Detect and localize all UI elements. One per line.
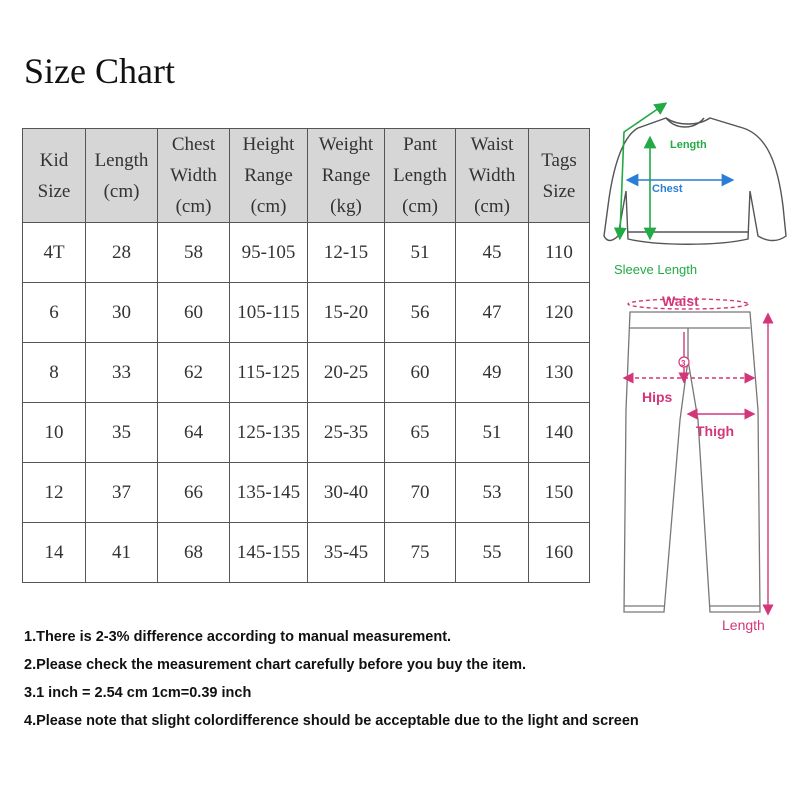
table-cell: 35-45: [308, 523, 385, 583]
table-cell: 15-20: [308, 283, 385, 343]
table-cell: 51: [456, 403, 529, 463]
table-cell: 140: [529, 403, 590, 463]
note-item: 4.Please note that slight colordifference should be acceptable due to the light and screen: [24, 713, 639, 729]
header-waist-width: Waist Width (cm): [456, 129, 529, 223]
table-cell: 30-40: [308, 463, 385, 523]
note-item: 3.1 inch = 2.54 cm 1cm=0.39 inch: [24, 685, 252, 701]
table-row: [23, 403, 590, 463]
pants-length-label: Length: [722, 617, 765, 633]
table-cell: 66: [158, 463, 230, 523]
table-cell: 47: [456, 283, 529, 343]
table-cell: 58: [158, 223, 230, 283]
table-cell: 160: [529, 523, 590, 583]
note-item: 1.There is 2-3% difference according to manual measurement.: [24, 629, 452, 645]
pants-outline: [624, 312, 760, 612]
notes-list: [24, 626, 794, 738]
sweater-outline: [604, 118, 786, 244]
table-row: [23, 343, 590, 403]
table-row: [23, 223, 590, 283]
table-header-row: [23, 129, 590, 223]
table-cell: 60: [385, 343, 456, 403]
header-weight-range: Weight Range (kg): [308, 129, 385, 223]
hips-label: Hips: [642, 389, 673, 405]
table-row: [23, 523, 590, 583]
table-cell: 56: [385, 283, 456, 343]
table-cell: 28: [86, 223, 158, 283]
table-cell: 41: [86, 523, 158, 583]
table-cell: 64: [158, 403, 230, 463]
table-cell: 130: [529, 343, 590, 403]
page-title: Size Chart: [24, 51, 175, 91]
table-cell: 110: [529, 223, 590, 283]
table-cell: 49: [456, 343, 529, 403]
table-cell: 53: [456, 463, 529, 523]
sweater-measurement-illustration: [600, 96, 790, 286]
header-kid-size: Kid Size: [23, 129, 86, 223]
rise-marker-number: 3: [681, 359, 686, 368]
table-cell: 95-105: [230, 223, 308, 283]
header-chest-width: Chest Width (cm): [158, 129, 230, 223]
table-cell: 75: [385, 523, 456, 583]
header-length: Length (cm): [86, 129, 158, 223]
pants-measurement-illustration: [600, 290, 790, 640]
table-cell: 115-125: [230, 343, 308, 403]
table-cell: 8: [23, 343, 86, 403]
table-cell: 135-145: [230, 463, 308, 523]
table-cell: 33: [86, 343, 158, 403]
table-cell: 10: [23, 403, 86, 463]
note-item: 2.Please check the measurement chart carefully before you buy the item.: [24, 657, 527, 673]
table-cell: 120: [529, 283, 590, 343]
table-cell: 60: [158, 283, 230, 343]
table-cell: 45: [456, 223, 529, 283]
table-cell: 20-25: [308, 343, 385, 403]
table-cell: 62: [158, 343, 230, 403]
thigh-label: Thigh: [696, 423, 735, 439]
table-row: [23, 283, 590, 343]
table-cell: 125-135: [230, 403, 308, 463]
table-cell: 35: [86, 403, 158, 463]
size-chart-table: [22, 128, 590, 583]
table-cell: 105-115: [230, 283, 308, 343]
table-cell: 65: [385, 403, 456, 463]
table-row: [23, 463, 590, 523]
table-cell: 70: [385, 463, 456, 523]
sweater-sleeve-label: Sleeve Length: [614, 262, 698, 277]
table-cell: 6: [23, 283, 86, 343]
header-height-range: Height Range (cm): [230, 129, 308, 223]
sweater-chest-label: Chest: [652, 183, 683, 195]
table-cell: 14: [23, 523, 86, 583]
header-pant-length: Pant Length (cm): [385, 129, 456, 223]
table-cell: 4T: [23, 223, 86, 283]
header-tags-size: Tags Size: [529, 129, 590, 223]
sweater-length-label: Length: [670, 139, 707, 151]
table-cell: 68: [158, 523, 230, 583]
waist-label: Waist: [662, 293, 699, 309]
table-cell: 55: [456, 523, 529, 583]
table-cell: 37: [86, 463, 158, 523]
table-cell: 150: [529, 463, 590, 523]
table-cell: 12-15: [308, 223, 385, 283]
table-cell: 51: [385, 223, 456, 283]
table-cell: 12: [23, 463, 86, 523]
table-cell: 30: [86, 283, 158, 343]
table-cell: 25-35: [308, 403, 385, 463]
table-cell: 145-155: [230, 523, 308, 583]
